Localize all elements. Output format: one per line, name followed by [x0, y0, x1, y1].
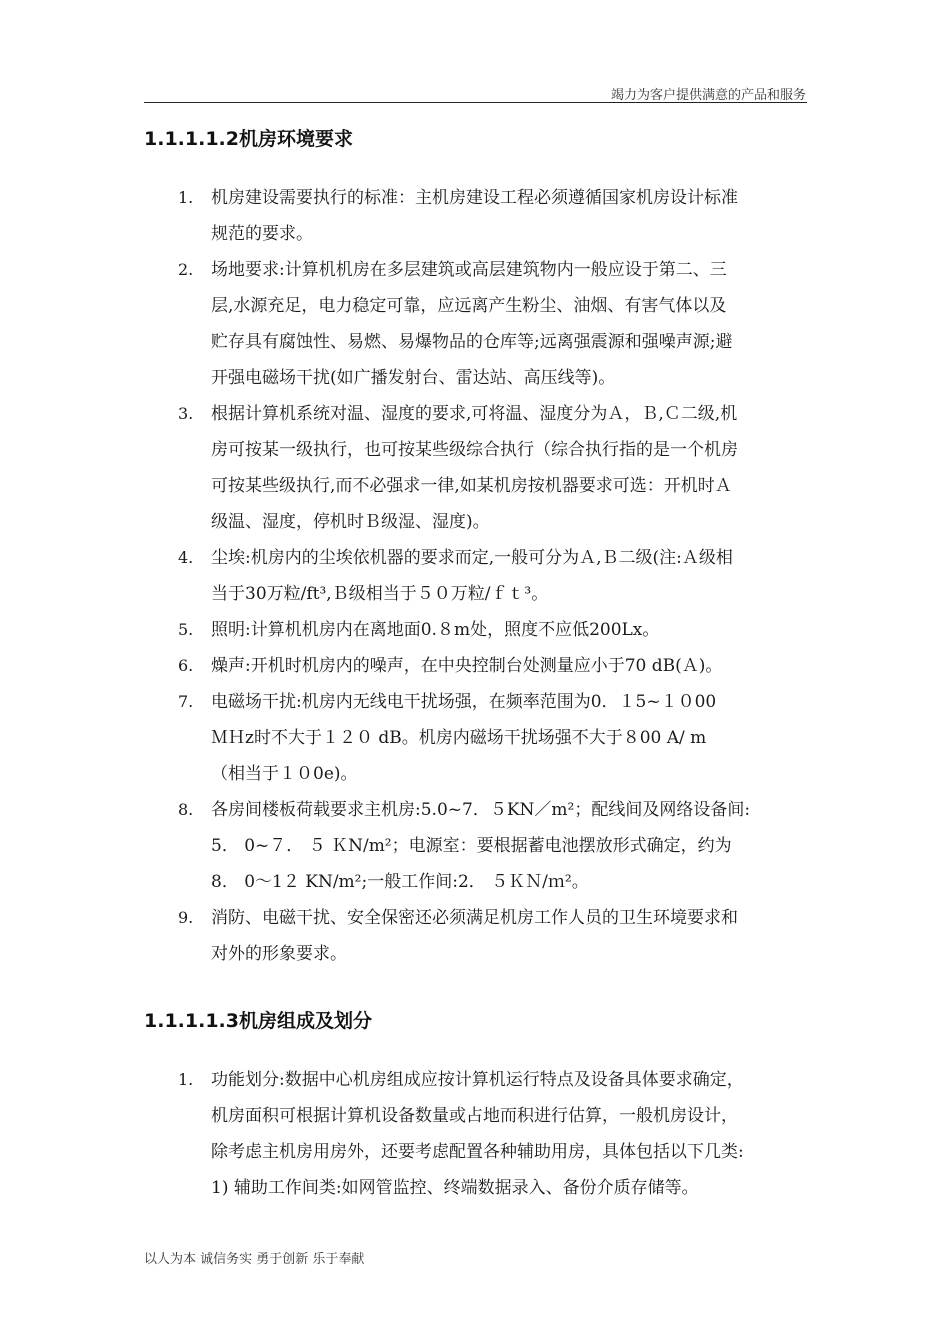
list-item [144, 648, 814, 684]
list-item [144, 612, 814, 648]
list-item-text-line: 房可按某一级执行，也可按某些级综合执行（综合执行指的是一个机房 [211, 440, 738, 460]
list-item-text-line: 级温、湿度，停机时Ｂ级湿、湿度)。 [211, 512, 490, 532]
list-item-number: 1. [178, 188, 194, 207]
list-item-text-line: 电磁场干扰:机房内无线电干扰场强，在频率范围为0．１5~１０00 [211, 692, 717, 712]
header-tagline: 竭力为客户提供满意的产品和服务 [610, 88, 806, 103]
list-item-text-line: 尘埃:机房内的尘埃依机器的要求而定,一般可分为Ａ,Ｂ二级(注:Ａ级相 [211, 548, 733, 568]
list-item-number: 1. [178, 1070, 194, 1089]
list-item-text-line: 根据计算机系统对温、湿度的要求,可将温、湿度分为Ａ，Ｂ,Ｃ二级,机 [211, 404, 738, 424]
list-item [144, 792, 814, 900]
list-item [144, 1062, 814, 1206]
section-heading-environment: 1.1.1.1.2机房环境要求 [144, 128, 353, 150]
list-item-text-line: 照明:计算机机房内在离地面0.８m处，照度不应低200Lx。 [211, 620, 660, 640]
list-item-text-line: 对外的形象要求。 [211, 944, 347, 964]
footer-motto: 以人为本 诚信务实 勇于创新 乐于奉献 [144, 1252, 365, 1267]
list-item-text-line: 1) 辅助工作间类:如网管监控、终端数据录入、备份介质存储等。 [211, 1178, 699, 1198]
environment-requirements-list [144, 180, 814, 972]
list-item [144, 180, 814, 252]
list-item-text-line: 机房面积可根据计算机设备数量或占地而积进行估算，一般机房设计， [211, 1106, 738, 1126]
list-item-number: 7. [178, 692, 194, 711]
list-item-number: 5. [178, 620, 194, 639]
list-item [144, 396, 814, 540]
list-item-text-line: 当于30万粒/ft³,Ｂ级相当于５０万粒/ｆｔ³。 [211, 584, 549, 604]
list-item-text-line: 各房间楼板荷载要求主机房:5.0~7．５KN／m²；配线间及网络设备间: [211, 800, 751, 820]
list-item-number: 2. [178, 260, 194, 279]
list-item-text-line: 层,水源充足，电力稳定可靠，应远离产生粉尘、油烟、有害气体以及 [211, 296, 727, 316]
list-item [144, 252, 814, 396]
list-item-number: 8. [178, 800, 194, 819]
section-heading-composition: 1.1.1.1.3机房组成及划分 [144, 1010, 372, 1032]
list-item-text-line: 8． 0～1２ KN/m²;一般工作间:2． ５ＫＮ/ｍ²。 [211, 872, 589, 892]
composition-list [144, 1062, 814, 1206]
list-item [144, 900, 814, 972]
list-item-text-line: ＭＨz时不大于１２０ dB。机房内磁场干扰场强不大于８00 A/ m [211, 728, 707, 748]
list-item-number: 4. [178, 548, 194, 567]
header-divider [144, 102, 807, 103]
list-item-text-line: 5． 0~７． ５ ＫN/m²；电源室：要根据蓄电池摆放形式确定，约为 [211, 836, 732, 856]
list-item-text-line: （相当于１０0e)。 [211, 764, 358, 784]
list-item-number: 3. [178, 404, 194, 423]
list-item-text-line: 可按某些级执行,而不必强求一律,如某机房按机器要求可选：开机时Ａ [211, 476, 732, 496]
list-item-text-line: 贮存具有腐蚀性、易燃、易爆物品的仓库等;远离强震源和强噪声源;避 [211, 332, 733, 352]
list-item-text-line: 除考虑主机房用房外，还要考虑配置各种辅助用房，具体包括以下几类: [211, 1142, 744, 1162]
list-item-text-line: 机房建设需要执行的标准：主机房建设工程必须遵循国家机房设计标准 [211, 188, 738, 208]
list-item-text-line: 开强电磁场干扰(如广播发射台、雷达站、高压线等)。 [211, 368, 616, 388]
list-item-text-line: 场地要求:计算机机房在多层建筑或高层建筑物内一般应设于第二、三 [211, 260, 727, 280]
list-item-number: 6. [178, 656, 194, 675]
list-item-text-line: 规范的要求。 [211, 224, 313, 244]
list-item-text-line: 消防、电磁干扰、安全保密还必须满足机房工作人员的卫生环境要求和 [211, 908, 738, 928]
list-item-text-line: 功能划分:数据中心机房组成应按计算机运行特点及设备具体要求确定， [211, 1070, 744, 1090]
list-item [144, 684, 814, 792]
list-item-text-line: 燥声:开机时机房内的噪声，在中央控制台处测量应小于70 dB(Ａ)。 [211, 656, 723, 676]
list-item-number: 9. [178, 908, 194, 927]
list-item [144, 540, 814, 612]
